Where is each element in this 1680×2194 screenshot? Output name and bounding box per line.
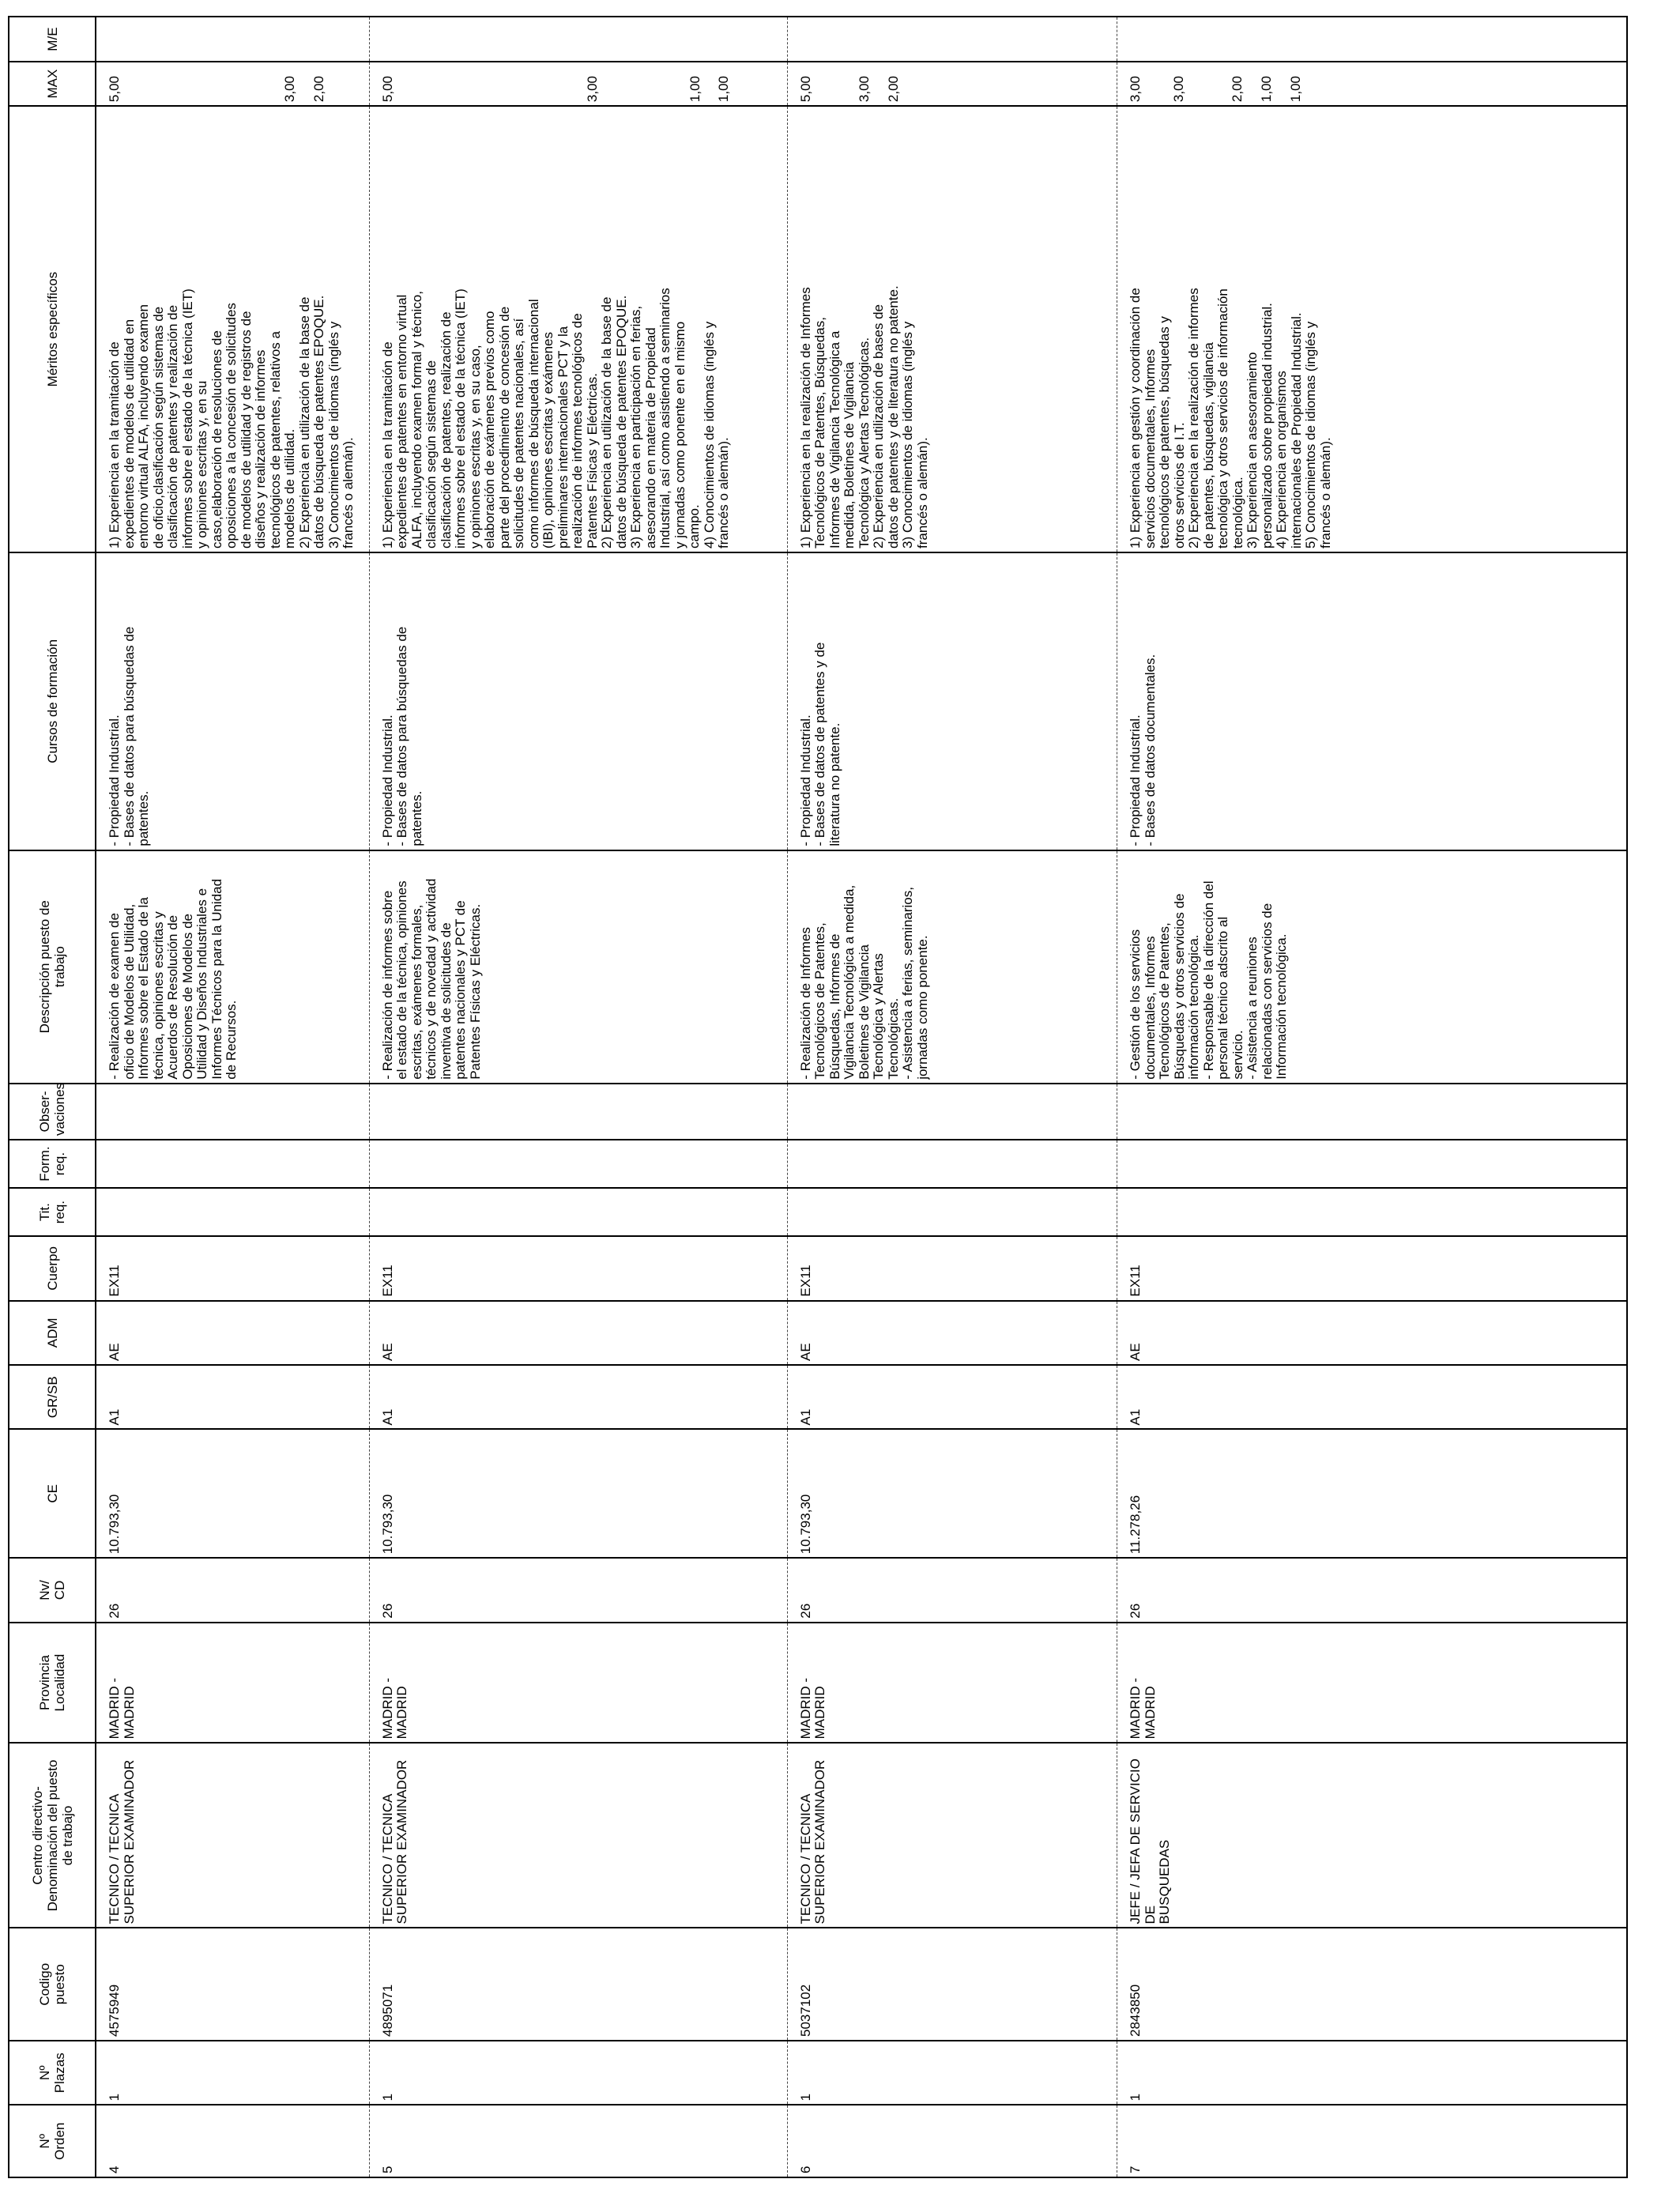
header-max: MAX: [9, 62, 96, 106]
cell-obs: [369, 1084, 787, 1140]
cell-cursos: - Propiedad Industrial. - Bases de datos de patentes y de literatura no patente.: [787, 552, 1117, 850]
cell-plazas: 1: [1117, 2041, 1627, 2105]
header-adm: ADM: [9, 1301, 96, 1365]
merito-value: 1,00: [1259, 76, 1275, 103]
merito-item: [1275, 107, 1304, 548]
table-row: [369, 17, 787, 2177]
cell-max: [1117, 62, 1627, 106]
merito-text: 3) Experiencia en participación en ferias, asesorando en materia de Propiedad Industrial, así como asistiendo a seminarios y jornadas como ponente en el mismo campo.: [628, 288, 703, 549]
cell-centro: TECNICO / TECNICA SUPERIOR EXAMINADOR: [369, 1743, 787, 1928]
cell-descripcion: - Gestión de los servicios documentales, Informes Tecnológicos de Patentes, Búsquedas y otros servicios de información tecnológica. - Responsable de la dirección del personal técnico adscrito al servicio. - Asistencia a reuniones relacionadas con servicios de Información tecnológica.: [1117, 850, 1627, 1084]
cell-meritos: [787, 106, 1117, 552]
header-orden: Nº Orden: [9, 2105, 96, 2177]
merito-value: 3,00: [856, 76, 872, 103]
merito-value: 1,00: [715, 76, 731, 103]
cell-max: [787, 62, 1117, 106]
merito-text: 2) Experiencia en utilización de bases de datos de patentes y de literatura no patente.: [871, 285, 901, 549]
cell-grupo: A1: [96, 1365, 369, 1429]
header-obs: Obser- vaciones: [9, 1084, 96, 1140]
merito-item: [327, 107, 356, 548]
cell-meritos: [96, 106, 369, 552]
merito-item: [600, 107, 629, 548]
cell-nivel: 26: [96, 1558, 369, 1622]
header-cuerpo: Cuerpo: [9, 1236, 96, 1300]
merito-item: [799, 107, 872, 548]
cell-orden: 6: [787, 2105, 1117, 2177]
max-total: 5,00: [797, 76, 813, 103]
header-provincia: Provincia Localidad: [9, 1623, 96, 1744]
cell-ce: 10.793,30: [787, 1429, 1117, 1558]
cell-codigo: 5037102: [787, 1928, 1117, 2041]
cell-centro: JEFE / JEFA DE SERVICIO DE BUSQUEDAS: [1117, 1743, 1627, 1928]
cell-obs: [1117, 1084, 1627, 1140]
cell-descripcion: - Realización de Informes Tecnológicos de Patentes, Búsquedas, Informes de Vigilancia Tecnológica a medida, Boletines de Vigilancia Tecnológica y Alertas Tecnológicas. - Asistencia a ferias, seminarios, jornadas como ponente.: [787, 850, 1117, 1084]
merito-text: 5) Conocimientos de idiomas (inglés y francés o alemán).: [1303, 321, 1333, 549]
merito-text: 3) Experiencia en asesoramiento personalizado sobre propiedad industrial.: [1245, 303, 1275, 549]
cell-max: [369, 62, 787, 106]
merito-item: [872, 107, 901, 548]
cell-cursos: - Propiedad Industrial. - Bases de datos para búsquedas de patentes.: [96, 552, 369, 850]
cell-provincia: MADRID - MADRID: [1117, 1623, 1627, 1744]
merito-text: 3) Conocimientos de idiomas (inglés y francés o alemán).: [900, 321, 930, 549]
cell-form: [1117, 1140, 1627, 1188]
cell-max: [96, 62, 369, 106]
cell-plazas: 1: [787, 2041, 1117, 2105]
cell-nivel: 26: [1117, 1558, 1627, 1622]
max-total: 5,00: [379, 76, 395, 103]
merito-value: 1,00: [687, 76, 703, 103]
header-grupo: GR/SB: [9, 1365, 96, 1429]
cell-cuerpo: EX11: [787, 1236, 1117, 1300]
merito-text: 1) Experiencia en la tramitación de expedientes de modelos de utilidad en entorno virtual ALFA, incluyendo examen de oficio,clasificación según sistemas de clasificación de patentes y realización de informes sobre el estado de la técnica (IET) y opiniones escritas y, en su caso,elaboración de resoluciones de oposiciones a la concesión de solicitudes de modelos de utilidad y de registros de diseños y realización de informes tecnológicos de patentes, relativos a modelos de utilidad.: [107, 288, 297, 549]
max-total: 5,00: [107, 76, 122, 103]
table-row: [787, 17, 1117, 2177]
header-centro: Centro directivo- Denominación del puesto de trabajo: [9, 1743, 96, 1928]
merito-text: 1) Experiencia en la realización de Informes Tecnológicos de Patentes, Búsquedas, Informes de Vigilancia Tecnológica a medida, Boletines de Vigilancia Tecnológica y Alertas Tecnológicas.: [797, 287, 872, 549]
cell-grupo: A1: [369, 1365, 787, 1429]
cell-centro: TECNICO / TECNICA SUPERIOR EXAMINADOR: [96, 1743, 369, 1928]
cell-grupo: A1: [1117, 1365, 1627, 1429]
header-row: [9, 17, 96, 2177]
merito-value: 3,00: [584, 76, 600, 103]
cell-adm: AE: [369, 1301, 787, 1365]
cell-form: [787, 1140, 1117, 1188]
cell-cuerpo: EX11: [96, 1236, 369, 1300]
cell-me: [1117, 17, 1627, 62]
merito-text: 1) Experiencia en la tramitación de expedientes de patentes en entorno virtual ALFA, incluyendo examen formal y técnico, clasificación según sistemas de clasificación de patentes, realización de informes sobre el estado de la técnica (IET) y opiniones escritas y, en su caso, elaboración de exámenes previos como parte del procedimiento de concesión de solicitudes de patentes nacionales, así como informes de búsqueda internacional (IBI), opiniones escritas y exámenes preliminares internacionales PCT y la realización de informes tecnológicos de Patentes Físicas y Eléctricas.: [379, 288, 600, 549]
merito-item: [1128, 107, 1187, 548]
cell-ce: 10.793,30: [369, 1429, 787, 1558]
header-me: M/E: [9, 17, 96, 62]
cell-ce: 10.793,30: [96, 1429, 369, 1558]
merito-text: 2) Experiencia en utilización de la base de datos de búsqueda de patentes EPOQUE.: [599, 295, 629, 549]
merito-value: 2,00: [1230, 76, 1245, 103]
merito-value: 2,00: [311, 76, 326, 103]
cell-grupo: A1: [787, 1365, 1117, 1429]
cell-tit: [1117, 1188, 1627, 1236]
cell-tit: [787, 1188, 1117, 1236]
merito-item: [1187, 107, 1245, 548]
cell-nivel: 26: [369, 1558, 787, 1622]
merito-item: [703, 107, 732, 548]
header-nivel: Nv/ CD: [9, 1558, 96, 1622]
cell-adm: AE: [787, 1301, 1117, 1365]
merito-item: [1304, 107, 1333, 548]
cell-cuerpo: EX11: [369, 1236, 787, 1300]
header-ce: CE: [9, 1429, 96, 1558]
merito-value: 3,00: [1171, 76, 1187, 103]
cell-provincia: MADRID - MADRID: [369, 1623, 787, 1744]
cell-cuerpo: EX11: [1117, 1236, 1627, 1300]
merito-text: 1) Experiencia en gestión y coordinación de servicios documentales, Informes tecnológicos de patentes, búsquedas y otros servicios de I.T.: [1128, 288, 1187, 549]
cell-tit: [96, 1188, 369, 1236]
cell-obs: [787, 1084, 1117, 1140]
cell-centro: TECNICO / TECNICA SUPERIOR EXAMINADOR: [787, 1743, 1117, 1928]
cell-form: [96, 1140, 369, 1188]
merito-item: [381, 107, 601, 548]
header-cursos: Cursos de formación: [9, 552, 96, 850]
merito-text: 4) Experiencia en organismos internacionales de Propiedad Industrial.: [1274, 312, 1304, 549]
cell-me: [369, 17, 787, 62]
cell-adm: AE: [96, 1301, 369, 1365]
cell-descripcion: - Realización de examen de oficio de Modelos de Utilidad, Informes sobre el Estado de la técnica, opiniones escritas y Acuerdos de Resolución de Oposiciones de Modelos de Utilidad y Diseños Industriales e Informes Técnicos para la Unidad de Recursos.: [96, 850, 369, 1084]
cell-provincia: MADRID - MADRID: [787, 1623, 1117, 1744]
cell-codigo: 4895071: [369, 1928, 787, 2041]
header-plazas: Nº Plazas: [9, 2041, 96, 2105]
puestos-table: [8, 16, 1628, 2178]
cell-meritos: [1117, 106, 1627, 552]
cell-plazas: 1: [96, 2041, 369, 2105]
merito-value: 2,00: [885, 76, 901, 103]
cell-orden: 5: [369, 2105, 787, 2177]
header-codigo: Codigo puesto: [9, 1928, 96, 2041]
merito-item: [1245, 107, 1275, 548]
header-descripcion: Descripción puesto de trabajo: [9, 850, 96, 1084]
merito-value: 1,00: [1288, 76, 1304, 103]
merito-item: [629, 107, 703, 548]
header-form: Form. req.: [9, 1140, 96, 1188]
cell-cursos: - Propiedad Industrial. - Bases de datos para búsquedas de patentes.: [369, 552, 787, 850]
merito-item: [298, 107, 327, 548]
merito-value: 3,00: [282, 76, 297, 103]
cell-provincia: MADRID - MADRID: [96, 1623, 369, 1744]
cell-ce: 11.278,26: [1117, 1429, 1627, 1558]
cell-descripcion: - Realización de informes sobre el estado de la técnica, opiniones escritas, exámenes formales, técnicos y de novedad y actividad inventiva de solicitudes de patentes nacionales y PCT de Patentes Físicas y Eléctricas.: [369, 850, 787, 1084]
merito-text: 3) Conocimientos de idiomas (inglés y francés o alemán).: [326, 321, 356, 549]
header-meritos: Méritos específicos: [9, 106, 96, 552]
cell-nivel: 26: [787, 1558, 1117, 1622]
cell-cursos: - Propiedad Industrial. - Bases de datos documentales.: [1117, 552, 1627, 850]
max-total: 3,00: [1128, 76, 1143, 103]
cell-adm: AE: [1117, 1301, 1627, 1365]
cell-orden: 7: [1117, 2105, 1627, 2177]
cell-form: [369, 1140, 787, 1188]
cell-orden: 4: [96, 2105, 369, 2177]
merito-text: 2) Experiencia en la realización de informes de patentes, búsquedas, vigilancia tecnológica y otros servicios de información tecnológica.: [1186, 288, 1245, 549]
cell-codigo: 4575949: [96, 1928, 369, 2041]
cell-me: [787, 17, 1117, 62]
cell-tit: [369, 1188, 787, 1236]
merito-item: [107, 107, 298, 548]
cell-codigo: 2843850: [1117, 1928, 1627, 2041]
merito-text: 4) Conocimientos de idiomas (inglés y francés o alemán).: [701, 321, 732, 549]
table-row: [96, 17, 369, 2177]
cell-meritos: [369, 106, 787, 552]
cell-me: [96, 17, 369, 62]
merito-item: [901, 107, 930, 548]
header-tit: Tit. req.: [9, 1188, 96, 1236]
merito-text: 2) Experiencia en utilización de la base de datos de búsqueda de patentes EPOQUE.: [296, 295, 326, 549]
cell-plazas: 1: [369, 2041, 787, 2105]
table-row: [1117, 17, 1627, 2177]
cell-obs: [96, 1084, 369, 1140]
